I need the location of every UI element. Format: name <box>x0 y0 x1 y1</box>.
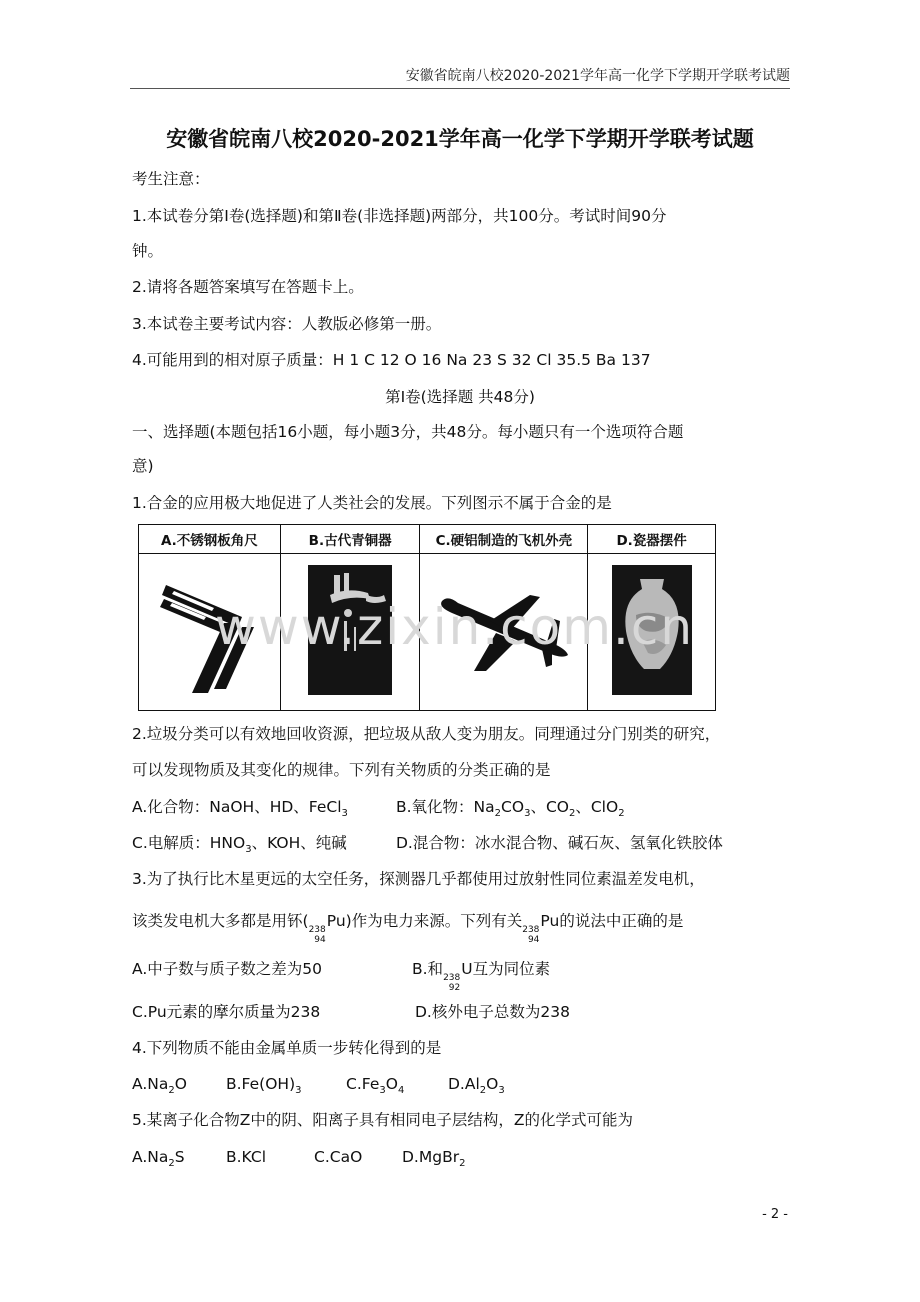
pu-isotope-notation: 238 94 <box>308 925 326 945</box>
watermark: www.zixin.com.cn <box>215 598 695 656</box>
q3-option-d: D.核外电子总数为238 <box>415 1003 570 1021</box>
q2-line-1: 2.垃圾分类可以有效地回收资源，把垃圾从敌人变为朋友。同理通过分门别类的研究， <box>132 725 721 743</box>
q4-option-c: $C.Fe_3O_4$ <box>346 1075 405 1097</box>
q4-option-d: $D.Al_2O_3$ <box>448 1075 505 1097</box>
q3-option-c: C.Pu元素的摩尔质量为238 <box>132 1003 321 1021</box>
notice-line-2: 2.请将各题答案填写在答题卡上。 <box>132 278 364 296</box>
running-header: 安徽省皖南八校2020-2021学年高一化学下学期开学联考试题 <box>405 68 790 84</box>
q1-option-b-label: B.古代青铜器 <box>280 525 420 554</box>
q3-line-1: 3.为了执行比木星更远的太空任务，探测器几乎都使用过放射性同位素温差发电机， <box>132 870 705 888</box>
notice-heading: 考生注意： <box>132 170 210 188</box>
q5-option-d: D.MgBr$_2$ <box>402 1148 466 1170</box>
notice-line-1b: 钟。 <box>132 242 164 260</box>
u-isotope-notation: 238 92 <box>443 973 461 993</box>
part1-line-2: 意) <box>132 457 154 475</box>
q2-option-c: C.电解质：$HNO_3$、KOH、纯碱 <box>132 834 347 856</box>
q4-option-a: $A.Na_2O$ <box>132 1075 187 1097</box>
q1-stem: 1.合金的应用极大地促进了人类社会的发展。下列图示不属于合金的是 <box>132 494 612 512</box>
section-heading: 第Ⅰ卷(选择题 共48分) <box>385 388 535 406</box>
q1-option-d-label: D.瓷器摆件 <box>588 525 716 554</box>
q1-option-c-label: C.硬铝制造的飞机外壳 <box>420 525 588 554</box>
notice-line-3: 3.本试卷主要考试内容：人教版必修第一册。 <box>132 315 442 333</box>
q2-option-b: B.氧化物：$Na_2CO_3$、$CO_2$、ClO$_2$ <box>396 798 625 820</box>
q5-option-c: C.CaO <box>314 1148 363 1166</box>
notice-line-1a: 1.本试卷分第Ⅰ卷(选择题)和第Ⅱ卷(非选择题)两部分，共100分。考试时间90分 <box>132 207 667 225</box>
q1-option-a-label: A.不锈钢板角尺 <box>139 525 281 554</box>
q5-option-a: $A.Na_2S$ <box>132 1148 185 1170</box>
q2-line-2: 可以发现物质及其变化的规律。下列有关物质的分类正确的是 <box>132 761 551 779</box>
q4-option-b: $B.Fe(OH)_3$ <box>226 1075 302 1097</box>
q5-stem: 5.某离子化合物Z中的阴、阳离子具有相同电子层结构，Z的化学式可能为 <box>132 1111 634 1129</box>
q2-option-a: A.化合物：NaOH、HD、FeCl$_3$ <box>132 798 348 820</box>
q3-option-b: B.和 238 92 U互为同位素 <box>412 960 551 993</box>
q3-line-2: 该类发电机大多都是用钚( 238 94 Pu)作为电力来源。下列有关 238 94 Pu的说法中正确的是 <box>132 912 684 945</box>
q3-option-a: A.中子数与质子数之差为50 <box>132 960 322 978</box>
q5-option-b: B.KCl <box>226 1148 267 1166</box>
page-number: - 2 - <box>762 1207 788 1222</box>
q2-option-d: D.混合物：冰水混合物、碱石灰、氢氧化铁胶体 <box>396 834 723 852</box>
part1-line-1: 一、选择题(本题包括16小题，每小题3分，共48分。每小题只有一个选项符合题 <box>132 423 684 441</box>
notice-line-4: 4.可能用到的相对原子质量：H 1 C 12 O 16 Na 23 S 32 Cl 35.5 Ba 137 <box>132 351 651 369</box>
header-divider <box>130 88 790 89</box>
page-title: 安徽省皖南八校2020-2021学年高一化学下学期开学联考试题 <box>166 127 754 151</box>
q4-stem: 4.下列物质不能由金属单质一步转化得到的是 <box>132 1039 442 1057</box>
